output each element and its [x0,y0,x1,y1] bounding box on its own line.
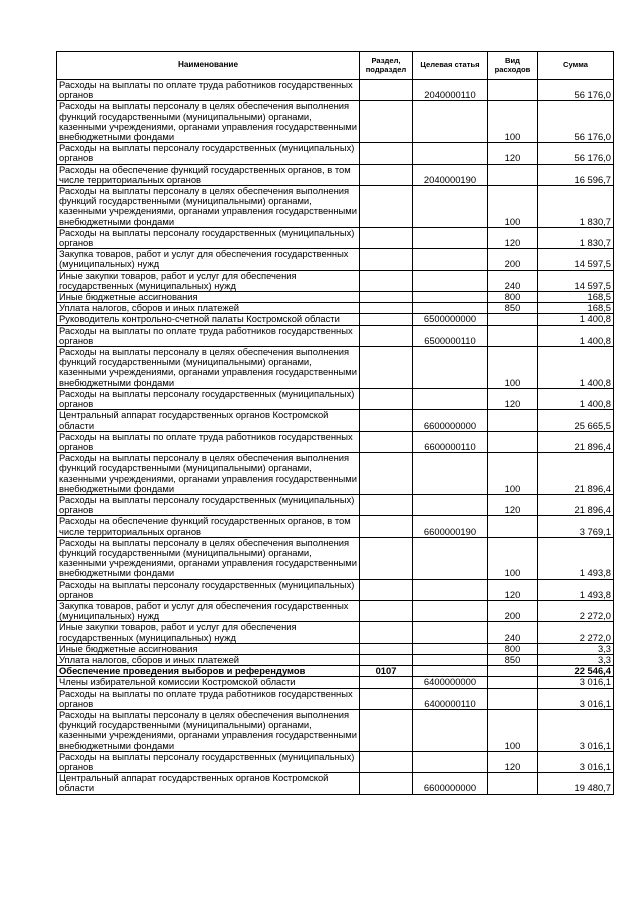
cell-name: Уплата налогов, сборов и иных платежей [57,303,360,314]
cell-name: Расходы на выплаты по оплате труда работников государственных органов [57,431,360,452]
cell-sum: 1 400,8 [538,325,614,346]
cell-sum: 21 896,4 [538,453,614,495]
cell-expense-type: 100 [488,453,538,495]
table-row [57,431,614,452]
cell-section [360,249,413,270]
cell-expense-type [488,677,538,688]
cell-target: 6400000110 [413,688,488,709]
table-row [57,303,614,314]
cell-expense-type [488,773,538,794]
cell-name: Расходы на выплаты по оплате труда работников государственных органов [57,80,360,101]
cell-sum: 2 272,0 [538,600,614,621]
table-row [57,537,614,579]
cell-target [413,186,488,228]
cell-expense-type: 120 [488,751,538,772]
cell-target [413,622,488,643]
cell-section [360,270,413,291]
table-row [57,325,614,346]
table-row [57,347,614,389]
cell-section [360,101,413,143]
cell-section [360,410,413,431]
cell-sum: 14 597,5 [538,249,614,270]
cell-name: Уплата налогов, сборов и иных платежей [57,654,360,665]
cell-expense-type [488,688,538,709]
cell-sum: 1 400,8 [538,388,614,409]
cell-target [413,579,488,600]
cell-target [413,643,488,654]
cell-target [413,101,488,143]
cell-expense-type: 120 [488,227,538,248]
cell-sum: 3 016,1 [538,709,614,751]
cell-target [413,751,488,772]
cell-sum: 1 830,7 [538,227,614,248]
cell-target: 6600000000 [413,773,488,794]
cell-section [360,516,413,537]
cell-target [413,453,488,495]
cell-sum: 3 016,1 [538,677,614,688]
cell-target [413,600,488,621]
cell-expense-type: 100 [488,537,538,579]
cell-sum: 16 596,7 [538,164,614,185]
table-header-row [57,52,614,80]
cell-target [413,709,488,751]
cell-name: Расходы на выплаты персоналу государственных (муниципальных) органов [57,388,360,409]
cell-expense-type: 120 [488,494,538,515]
cell-section [360,709,413,751]
cell-expense-type: 120 [488,579,538,600]
header-name: Наименование [57,52,360,80]
cell-expense-type: 200 [488,600,538,621]
cell-name: Расходы на выплаты персоналу в целях обеспечения выполнения функций государственными (муниципальными) органами, казенными учреждениями, органами управления государственными внебюджетными фондами [57,186,360,228]
table-row [57,709,614,751]
cell-expense-type [488,410,538,431]
cell-sum: 1 493,8 [538,537,614,579]
cell-name: Члены избирательной комиссии Костромской области [57,677,360,688]
cell-sum: 1 400,8 [538,314,614,325]
table-row [57,516,614,537]
cell-expense-type: 100 [488,101,538,143]
cell-expense-type: 800 [488,292,538,303]
cell-section [360,622,413,643]
cell-sum: 3 016,1 [538,751,614,772]
cell-section [360,186,413,228]
table-row [57,600,614,621]
cell-target: 6500000110 [413,325,488,346]
cell-sum: 1 493,8 [538,579,614,600]
cell-name: Центральный аппарат государственных органов Костромской области [57,773,360,794]
cell-sum: 3 016,1 [538,688,614,709]
table-row [57,249,614,270]
cell-expense-type: 120 [488,143,538,164]
cell-target [413,143,488,164]
cell-section [360,643,413,654]
cell-target [413,388,488,409]
cell-name: Расходы на выплаты персоналу в целях обеспечения выполнения функций государственными (муниципальными) органами, казенными учреждениями, органами управления государственными внебюджетными фондами [57,537,360,579]
cell-expense-type: 200 [488,249,538,270]
cell-section [360,325,413,346]
cell-name: Расходы на обеспечение функций государственных органов, в том числе территориальных органов [57,164,360,185]
cell-section [360,453,413,495]
header-section: Раздел, подраздел [360,52,413,80]
header-sum: Сумма [538,52,614,80]
cell-target: 6600000190 [413,516,488,537]
table-row [57,494,614,515]
cell-target [413,227,488,248]
cell-section [360,773,413,794]
table-row [57,186,614,228]
cell-section [360,537,413,579]
cell-sum: 168,5 [538,303,614,314]
cell-name: Иные бюджетные ассигнования [57,292,360,303]
cell-name: Расходы на выплаты по оплате труда работников государственных органов [57,325,360,346]
cell-name: Расходы на выплаты персоналу государственных (муниципальных) органов [57,579,360,600]
cell-section [360,303,413,314]
cell-name: Центральный аппарат государственных органов Костромской области [57,410,360,431]
cell-section: 0107 [360,666,413,677]
cell-target [413,292,488,303]
cell-section [360,654,413,665]
cell-target [413,347,488,389]
table-row [57,453,614,495]
cell-expense-type: 100 [488,709,538,751]
table-row [57,292,614,303]
cell-section [360,388,413,409]
cell-name: Закупка товаров, работ и услуг для обеспечения государственных (муниципальных) нужд [57,249,360,270]
cell-name: Обеспечение проведения выборов и референдумов [57,666,360,677]
cell-expense-type: 100 [488,347,538,389]
cell-sum: 25 665,5 [538,410,614,431]
cell-target [413,303,488,314]
cell-sum: 21 896,4 [538,431,614,452]
header-expense-type: Вид расходов [488,52,538,80]
table-row [57,270,614,291]
cell-target: 2040000190 [413,164,488,185]
cell-name: Расходы на выплаты по оплате труда работников государственных органов [57,688,360,709]
cell-name: Закупка товаров, работ и услуг для обеспечения государственных (муниципальных) нужд [57,600,360,621]
cell-sum: 56 176,0 [538,143,614,164]
cell-expense-type: 850 [488,654,538,665]
cell-section [360,431,413,452]
cell-expense-type: 240 [488,622,538,643]
cell-section [360,579,413,600]
cell-section [360,347,413,389]
cell-target [413,537,488,579]
cell-sum: 56 176,0 [538,80,614,101]
table-body [57,80,614,795]
table-row [57,751,614,772]
cell-sum: 56 176,0 [538,101,614,143]
cell-name: Расходы на выплаты персоналу государственных (муниципальных) органов [57,143,360,164]
cell-expense-type: 850 [488,303,538,314]
table-row [57,773,614,794]
table-row [57,654,614,665]
cell-section [360,143,413,164]
table-row [57,643,614,654]
cell-section [360,227,413,248]
cell-sum: 22 546,4 [538,666,614,677]
table-row [57,579,614,600]
cell-target: 6500000000 [413,314,488,325]
cell-name: Расходы на выплаты персоналу в целях обеспечения выполнения функций государственными (муниципальными) органами, казенными учреждениями, органами управления государственными внебюджетными фондами [57,101,360,143]
table-row [57,314,614,325]
cell-name: Расходы на обеспечение функций государственных органов, в том числе территориальных органов [57,516,360,537]
cell-sum: 3,3 [538,643,614,654]
table-row [57,410,614,431]
cell-sum: 14 597,5 [538,270,614,291]
cell-name: Иные закупки товаров, работ и услуг для обеспечения государственных (муниципальных) нужд [57,270,360,291]
cell-name: Иные закупки товаров, работ и услуг для обеспечения государственных (муниципальных) нужд [57,622,360,643]
cell-sum: 1 830,7 [538,186,614,228]
table-row [57,164,614,185]
cell-target: 6400000000 [413,677,488,688]
cell-section [360,80,413,101]
cell-sum: 168,5 [538,292,614,303]
cell-target [413,654,488,665]
table-row [57,101,614,143]
cell-section [360,494,413,515]
header-target: Целевая статья [413,52,488,80]
table-row [57,80,614,101]
cell-section [360,751,413,772]
cell-expense-type [488,516,538,537]
cell-expense-type [488,80,538,101]
cell-sum: 3 769,1 [538,516,614,537]
cell-name: Руководитель контрольно-счетной палаты Костромской области [57,314,360,325]
cell-sum: 21 896,4 [538,494,614,515]
cell-expense-type [488,431,538,452]
cell-target [413,270,488,291]
budget-table [56,51,614,795]
cell-target: 6600000000 [413,410,488,431]
cell-expense-type: 100 [488,186,538,228]
cell-section [360,688,413,709]
cell-sum: 3,3 [538,654,614,665]
cell-expense-type [488,666,538,677]
cell-expense-type [488,314,538,325]
cell-expense-type: 240 [488,270,538,291]
table-row [57,388,614,409]
cell-name: Расходы на выплаты персоналу в целях обеспечения выполнения функций государственными (муниципальными) органами, казенными учреждениями, органами управления государственными внебюджетными фондами [57,709,360,751]
cell-name: Расходы на выплаты персоналу государственных (муниципальных) органов [57,751,360,772]
table-row [57,622,614,643]
cell-section [360,314,413,325]
table-row [57,677,614,688]
cell-name: Расходы на выплаты персоналу государственных (муниципальных) органов [57,494,360,515]
table-row [57,666,614,677]
cell-section [360,292,413,303]
cell-expense-type [488,325,538,346]
cell-target [413,494,488,515]
cell-section [360,677,413,688]
cell-section [360,600,413,621]
cell-expense-type: 800 [488,643,538,654]
table-row [57,688,614,709]
cell-sum: 2 272,0 [538,622,614,643]
cell-section [360,164,413,185]
cell-expense-type [488,164,538,185]
cell-name: Расходы на выплаты персоналу в целях обеспечения выполнения функций государственными (муниципальными) органами, казенными учреждениями, органами управления государственными внебюджетными фондами [57,347,360,389]
table-row [57,227,614,248]
cell-sum: 1 400,8 [538,347,614,389]
cell-target: 2040000110 [413,80,488,101]
cell-target [413,666,488,677]
cell-name: Иные бюджетные ассигнования [57,643,360,654]
table-row [57,143,614,164]
cell-sum: 19 480,7 [538,773,614,794]
cell-name: Расходы на выплаты персоналу государственных (муниципальных) органов [57,227,360,248]
cell-expense-type: 120 [488,388,538,409]
cell-target: 6600000110 [413,431,488,452]
cell-name: Расходы на выплаты персоналу в целях обеспечения выполнения функций государственными (муниципальными) органами, казенными учреждениями, органами управления государственными внебюджетными фондами [57,453,360,495]
cell-target [413,249,488,270]
